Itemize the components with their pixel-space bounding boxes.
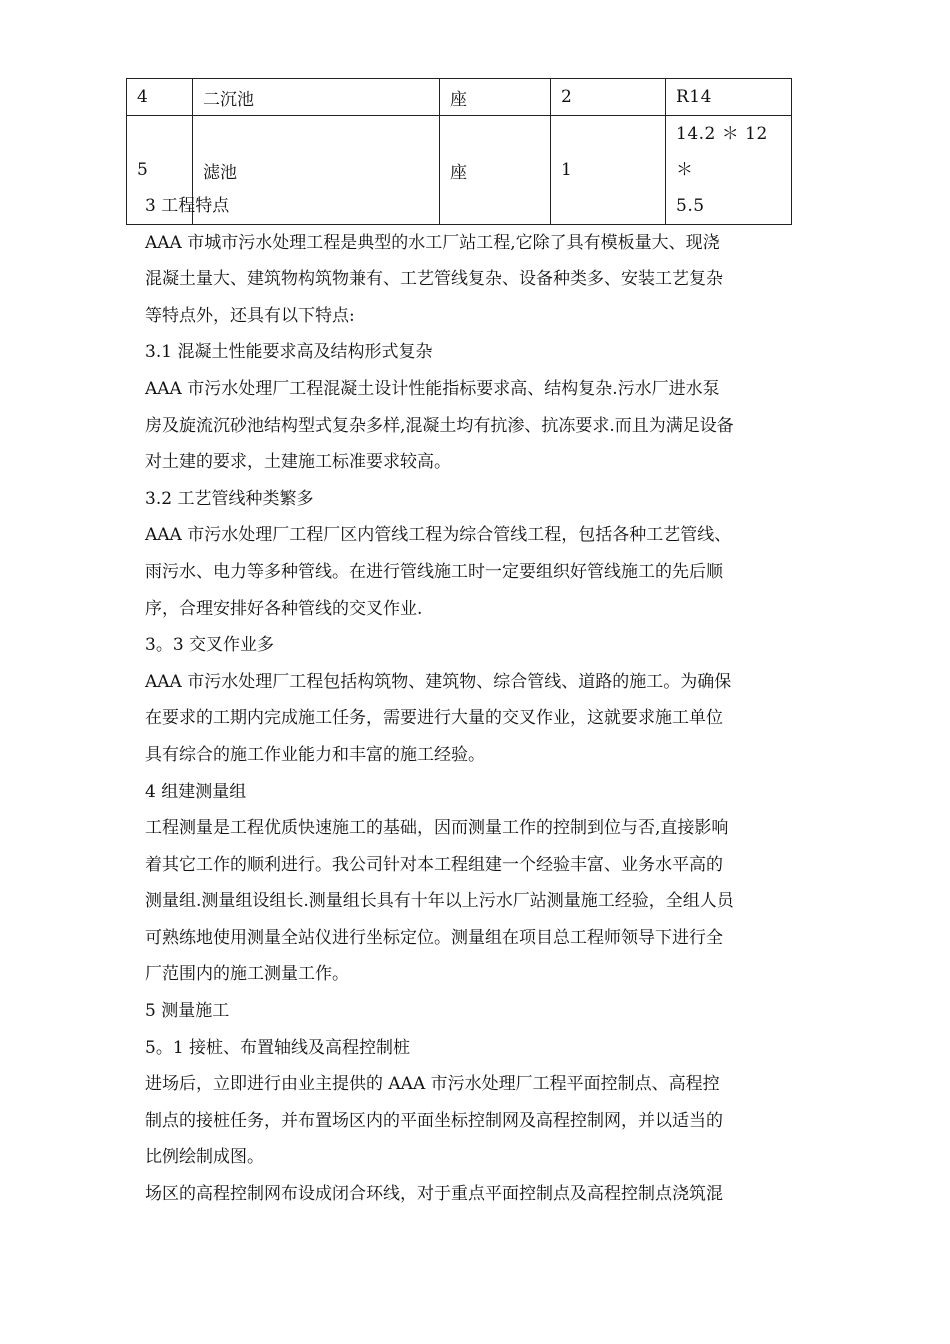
table-row <box>127 79 792 116</box>
section-heading: 3 工程特点 <box>145 196 230 216</box>
table-cell-qty: 1 <box>551 116 666 225</box>
paragraph-line: 雨污水、电力等多种管线。在进行管线施工时一定要组织好管线施工的先后顺 <box>145 561 723 582</box>
section-heading: 3。3 交叉作业多 <box>145 635 275 656</box>
paragraph-line: AAA 市污水处理厂工程混凝土设计性能指标要求高、结构复杂.污水厂进水泵 <box>145 378 720 399</box>
paragraph <box>145 517 810 627</box>
paragraph-line: 厂范围内的施工测量工作。 <box>145 964 349 985</box>
table-cell-size-line: 14.2 ＊ 12 ＊ <box>676 124 768 180</box>
section-heading: 5 测量施工 <box>145 1001 230 1022</box>
paragraph-line: 制点的接桩任务，并布置场区内的平面坐标控制网及高程控制网，并以适当的 <box>145 1110 723 1131</box>
table-cell-name: 二沉池 <box>193 79 440 116</box>
paragraph-line: AAA 市城市污水处理工程是典型的水工厂站工程,它除了具有模板量大、现浇 <box>145 232 720 253</box>
paragraph <box>145 810 810 993</box>
table-cell-size <box>666 79 792 116</box>
paragraph-line: 具有综合的施工作业能力和丰富的施工经验。 <box>145 744 485 765</box>
paragraph-line: 等特点外，还具有以下特点: <box>145 305 355 326</box>
paragraph-line: 序，合理安排好各种管线的交叉作业. <box>145 598 423 619</box>
table-cell-qty: 2 <box>551 79 666 116</box>
table-cell-unit: 座 <box>440 116 551 225</box>
paragraph-line: 场区的高程控制网布设成闭合环线，对于重点平面控制点及高程控制点浇筑混 <box>145 1184 723 1205</box>
paragraph-line: 可熟练地使用测量全站仪进行坐标定位。测量组在项目总工程师领导下进行全 <box>145 927 723 948</box>
paragraph <box>145 1176 810 1213</box>
table-cell-no: 5 <box>127 116 193 225</box>
paragraph-line: 房及旋流沉砂池结构型式复杂多样,混凝土均有抗渗、抗冻要求.而且为满足设备 <box>145 415 734 436</box>
section-heading: 4 组建测量组 <box>145 781 247 802</box>
section-heading: 3.1 混凝土性能要求高及结构形式复杂 <box>145 342 433 363</box>
paragraph-line: AAA 市污水处理厂工程包括构筑物、建筑物、综合管线、道路的施工。为确保 <box>145 671 732 692</box>
table-cell-size-line: 5.5 <box>676 196 705 216</box>
table-cell-name: 滤池 <box>193 116 440 225</box>
section-heading: 3.2 工艺管线种类繁多 <box>145 488 314 509</box>
paragraph-line: 对土建的要求，土建施工标准要求较高。 <box>145 452 451 473</box>
paragraph <box>145 1066 810 1176</box>
paragraph <box>145 371 810 481</box>
paragraph-line: 工程测量是工程优质快速施工的基础，因而测量工作的控制到位与否,直接影响 <box>145 818 729 839</box>
paragraph-line: 着其它工作的顺利进行。我公司针对本工程组建一个经验丰富、业务水平高的 <box>145 854 723 875</box>
table-cell-size-line: R14 <box>676 87 712 107</box>
paragraph-line: 混凝土量大、建筑物构筑物兼有、工艺管线复杂、设备种类多、安装工艺复杂 <box>145 269 723 290</box>
paragraph <box>145 225 810 335</box>
paragraph-line: 在要求的工期内完成施工任务，需要进行大量的交叉作业，这就要求施工单位 <box>145 708 723 729</box>
paragraph-line: AAA 市污水处理厂工程厂区内管线工程为综合管线工程，包括各种工艺管线、 <box>145 525 732 546</box>
paragraph-line: 进场后，立即进行由业主提供的 AAA 市污水处理厂工程平面控制点、高程控 <box>145 1074 720 1095</box>
paragraph <box>145 664 810 774</box>
paragraph-line: 测量组.测量组设组长.测量组长具有十年以上污水厂站测量施工经验，全组人员 <box>145 891 734 912</box>
table-cell-no: 4 <box>127 79 193 116</box>
section-heading: 5。1 接桩、布置轴线及高程控制桩 <box>145 1037 411 1058</box>
body-text <box>145 188 810 1213</box>
paragraph-line: 比例绘制成图。 <box>145 1147 264 1168</box>
table-cell-unit: 座 <box>440 79 551 116</box>
